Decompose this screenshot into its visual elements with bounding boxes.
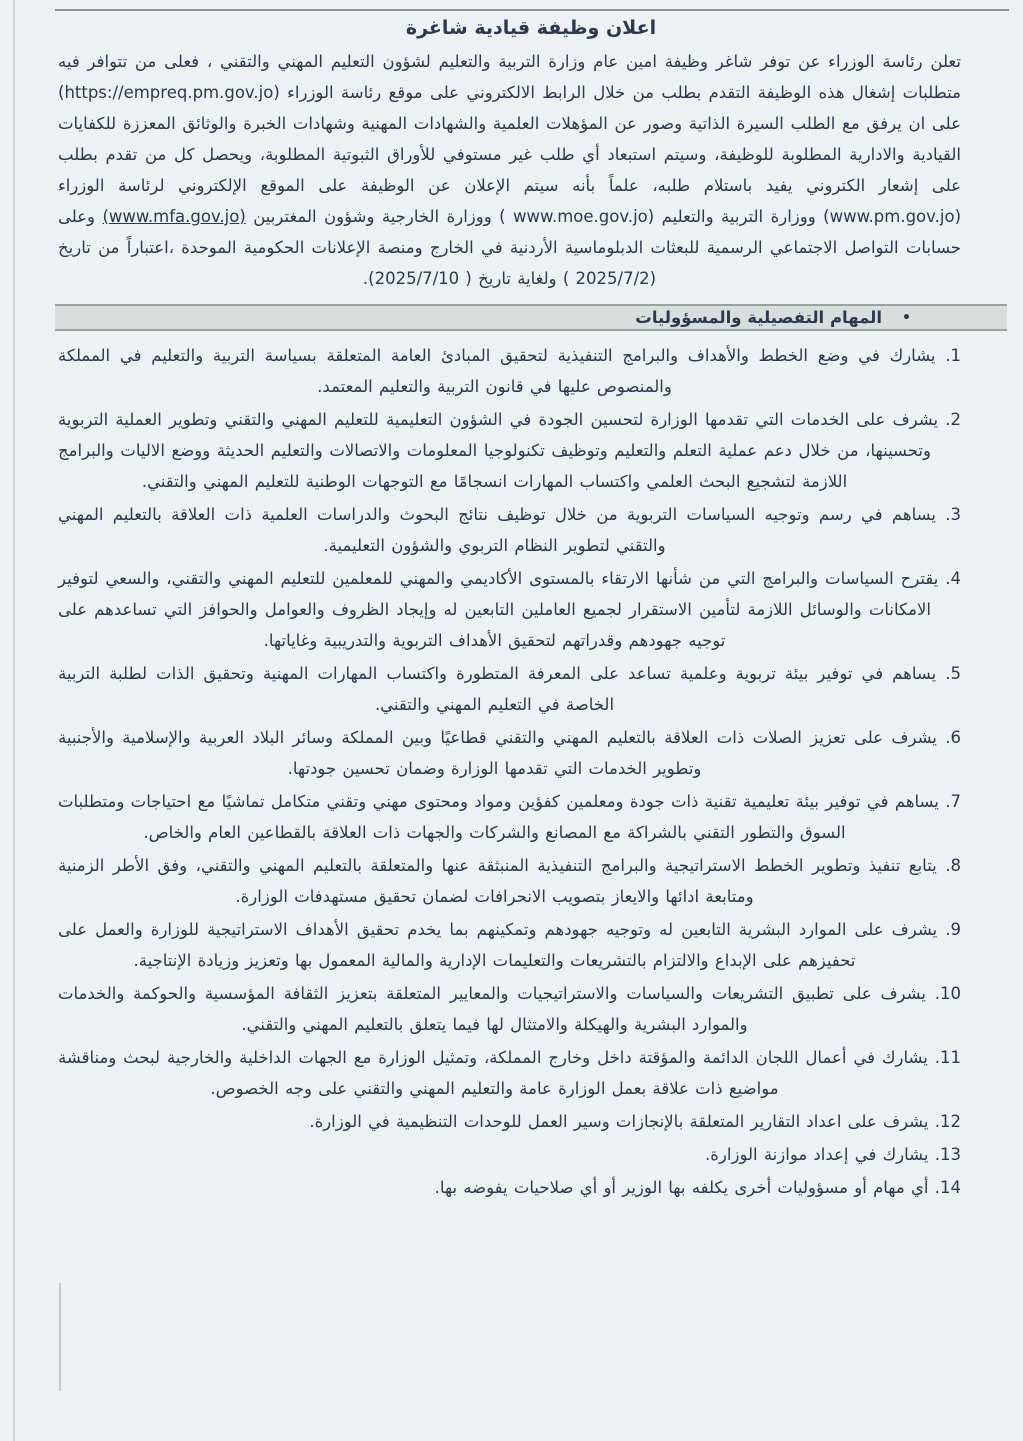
announcement-paragraph bbox=[58, 46, 961, 294]
task-list bbox=[58, 340, 961, 1203]
task-item bbox=[58, 1106, 961, 1137]
task-number: 8. bbox=[945, 856, 962, 875]
task-item bbox=[58, 786, 961, 848]
task-item bbox=[58, 340, 961, 402]
task-text: يشرف على تعزيز الصلات ذات العلاقة بالتعليم المهني والتقني قطاعيًا وبين المملكة وسائر البلاد العربية والإسلامية والأجنبية وتطوير الخدمات التي تقدمها الوزارة وضمان تحسين جودتها. bbox=[58, 728, 937, 778]
announcement-text-before-link: تعلن رئاسة الوزراء عن توفر شاغر وظيفة امين عام وزارة التربية والتعليم لشؤون التعليم المهني والتقني ، فعلى من تتوافر فيه متطلبات إشغال هذه الوظيفة التقدم بطلب من خلال الرابط الالكتروني على موقع رئاسة الوزراء (https://empreq.pm.gov.jo) على ان يرفق مع الطلب السيرة الذاتية وصور عن المؤهلات العلمية والشهادات المهنية وشهادات الخبرة والوثائق المعززة للكفايات القيادية والادارية المطلوبة للوظيفة، وسيتم استبعاد أي طلب غير مستوفي للأوراق الثبوتية المطلوبة، ويحصل كل من تقدم بطلب على إشعار الكتروني يفيد باستلام طلبه، علماً بأنه سيتم الإعلان عن الوظيفة على الموقع الإلكتروني لرئاسة الوزراء (www.pm.gov.jo) ووزارة التربية والتعليم (www.moe.gov.jo ) ووزارة الخارجية وشؤون المغتربين bbox=[58, 52, 961, 226]
announcement-text-after-link: وعلى حسابات التواصل الاجتماعي الرسمية للبعثات الدبلوماسية الأردنية في الخارج ومنصة الإعلانات الحكومية الموحدة ،اعتباراً من تاريخ (2025/7/2 ) ولغاية تاريخ ( 2025/7/10). bbox=[58, 207, 961, 288]
scan-edge-line-bottom bbox=[59, 1283, 61, 1391]
task-text: يشارك في إعداد موازنة الوزارة. bbox=[705, 1145, 929, 1164]
task-item bbox=[58, 499, 961, 561]
task-text: يشرف على الموارد البشرية التابعين له وتوجيه جهودهم وتمكينهم بما يخدم تحقيق الأهداف الاستراتيجية للوزارة والعمل على تحفيزهم على الإبداع والالتزام بالتشريعات والتعليمات الإدارية والمالية المعمول بها وتعزيز وزيادة الإنتاجية. bbox=[58, 920, 938, 970]
task-item bbox=[58, 850, 961, 912]
task-number: 7. bbox=[945, 792, 961, 811]
bullet-icon: • bbox=[902, 309, 911, 326]
task-text: أي مهام أو مسؤوليات أخرى يكلفه بها الوزير أو أي صلاحيات يفوضه بها. bbox=[434, 1178, 929, 1197]
task-item bbox=[58, 1139, 961, 1170]
task-text: يشارك في وضع الخطط والأهداف والبرامج التنفيذية لتحقيق المبادئ العامة المتعلقة بسياسة التربية والتعليم في المملكة والمنصوص عليها في قانون التربية والتعليم المعتمد. bbox=[58, 346, 936, 396]
task-item bbox=[58, 978, 961, 1040]
task-text: يشرف على الخدمات التي تقدمها الوزارة لتحسين الجودة في الشؤون التعليمية للتعليم المهني والتقني وتطوير العملية التربوية وتحسينها، من خلال دعم عملية التعلم والتعليم وتوظيف تكنولوجيا المعلومات والاتصالات والتعليم الحديثة ووضع الاليات والبرامج اللازمة لتشجيع البحث العلمي واكتساب المهارات انسجامًا مع التوجهات الوطنية للتعليم المهني والتقني. bbox=[58, 410, 939, 491]
task-item bbox=[58, 658, 961, 720]
mfa-link: (www.mfa.gov.jo) bbox=[102, 207, 246, 226]
tasks-section-header: المهام التفصيلية والمسؤوليات bbox=[635, 308, 883, 327]
task-number: 13. bbox=[934, 1145, 961, 1164]
task-item bbox=[58, 914, 961, 976]
task-text: يشارك في أعمال اللجان الدائمة والمؤقتة داخل وخارج المملكة، وتمثيل الوزارة مع الجهات الداخلية والخارجية لبحث ومناقشة مواضيع ذات علاقة بعمل الوزارة عامة والتعليم المهني والتقني على وجه الخصوص. bbox=[58, 1048, 928, 1098]
task-text: يشرف على تطبيق التشريعات والسياسات والاستراتيجيات والمعايير المتعلقة بتعزيز الثقافة المؤسسية والحوكمة والخدمات والموارد البشرية والهيكلة والامتثال لها فيما يتعلق بالتعليم المهني والتقني. bbox=[58, 984, 926, 1034]
task-number: 11. bbox=[934, 1048, 961, 1067]
task-text: يساهم في توفير بيئة تعليمية تقنية ذات جودة ومعلمين كفؤين ومواد ومحتوى مهني وتقني متكامل تماشيًا مع احتياجات ومتطلبات السوق والتطور التقني بالشراكة مع المصانع والشركات والجهات ذات العلاقة بالقطاعين العام والخاص. bbox=[58, 792, 939, 842]
page-title: اعلان وظيفة قيادية شاغرة bbox=[405, 17, 657, 39]
task-number: 2. bbox=[945, 410, 961, 429]
task-number: 5. bbox=[945, 664, 962, 683]
task-text: يقترح السياسات والبرامج التي من شأنها الارتقاء بالمستوى الأكاديمي والمهني للمعلمين للتعليم المهني والتقني، والسعي لتوفير الامكانات والوسائل اللازمة لتأمين الاستقرار لجميع العاملين التابعين له وإيجاد الظروف والعوامل والحوافز التي تساعدهم على توجيه جهودهم وقدراتهم لتحقيق الأهداف التربوية والتدريبية وغاياتها. bbox=[58, 569, 939, 650]
task-item bbox=[58, 1172, 961, 1203]
tasks-section-bar bbox=[55, 304, 1007, 331]
task-item bbox=[58, 404, 961, 497]
task-item bbox=[58, 722, 961, 784]
scan-edge-line bbox=[13, 0, 15, 1441]
task-number: 14. bbox=[934, 1178, 961, 1197]
task-number: 6. bbox=[945, 728, 962, 747]
task-text: يساهم في رسم وتوجيه السياسات التربوية من خلال توظيف نتائج البحوث والدراسات العلمية ذات العلاقة بالتعليم المهني والتقني لتطوير النظام التربوي والشؤون التعليمية. bbox=[58, 505, 936, 555]
task-number: 3. bbox=[945, 505, 961, 524]
task-number: 1. bbox=[945, 346, 961, 365]
top-divider bbox=[55, 9, 1009, 11]
task-text: يساهم في توفير بيئة تربوية وعلمية تساعد على المعرفة المتطورة واكتساب المهارات المهنية وتحقيق الذات لطلبة التربية الخاصة في التعليم المهني والتقني. bbox=[58, 664, 937, 714]
task-text: يتابع تنفيذ وتطوير الخطط الاستراتيجية والبرامج التنفيذية المنبثقة عنها والمتعلقة بالتعليم المهني والتقني، وفق الأطر الزمنية ومتابعة ادائها والايعاز بتصويب الانحرافات لضمان تحقيق مستهدفات الوزارة. bbox=[58, 856, 937, 906]
task-item bbox=[58, 1042, 961, 1104]
task-number: 10. bbox=[934, 984, 962, 1003]
task-number: 12. bbox=[934, 1112, 961, 1131]
task-item bbox=[58, 563, 961, 656]
task-number: 9. bbox=[945, 920, 962, 939]
task-text: يشرف على اعداد التقارير المتعلقة بالإنجازات وسير العمل للوحدات التنظيمية في الوزارة. bbox=[309, 1112, 929, 1131]
task-number: 4. bbox=[945, 569, 961, 588]
